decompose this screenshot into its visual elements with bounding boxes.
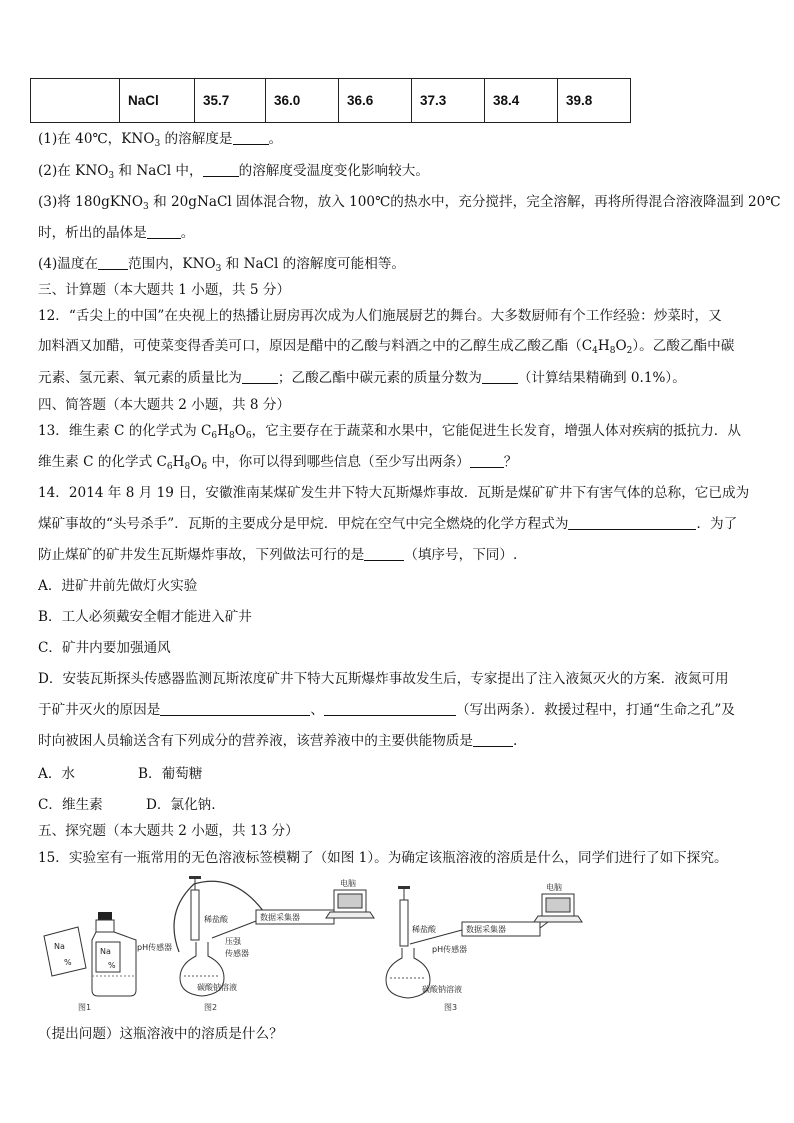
figure-3-caption: 图3: [444, 1003, 458, 1012]
option-d: D．氯化钠.: [146, 797, 216, 813]
answer-blank[interactable]: [160, 702, 310, 716]
q14-option-d: D．安装瓦斯探头传感器监测瓦斯浓度矿井下特大瓦斯爆炸事故发生后，专家提出了注入液氮灭火的方案．液氮可用: [38, 671, 729, 687]
q11-part2: (2)在 $KNO_3$ 和 NaCl 中， 的溶解度受温度变化影响较大。: [38, 163, 429, 181]
q14-line2: 煤矿事故的“头号杀手”．瓦斯的主要成分是甲烷．甲烷在空气中完全燃烧的化学方程式为 ．为了: [38, 516, 738, 532]
answer-blank[interactable]: [482, 370, 518, 384]
answer-blank[interactable]: [473, 733, 513, 747]
figure-3-apparatus: [386, 882, 582, 1012]
table-cell-empty: [31, 79, 120, 123]
q11-part1: (1)在 40℃，$KNO_3$ 的溶解度是 。: [38, 131, 283, 149]
q14-options-row1: [38, 765, 764, 783]
section-heading-calc: 三、计算题（本大题共 1 小题，共 5 分）: [38, 282, 291, 298]
experiment-figures: [34, 872, 754, 1017]
answer-blank[interactable]: [203, 163, 239, 177]
q12-line2: 加料酒又加醋，可使菜变得香美可口，原因是醋中的乙酸与料酒之中的乙醇生成乙酸乙酯$(C_4H_8O_2)$。乙酸乙酯中碳: [38, 338, 735, 356]
label-na: Na: [54, 942, 65, 951]
table-cell: 38.4: [485, 79, 558, 123]
q12-line1: 12．“舌尖上的中国”在央视上的热播让厨房再次成为人们施展厨艺的舞台。大多数厨师有个工作经验：炒菜时，又: [38, 308, 722, 324]
q14-line4: 于矿井灭火的原因是 、 （写出两条）．救援过程中，打通“生命之孔”及: [38, 702, 735, 718]
ph-sensor-label-fig3: pH传感器: [432, 945, 468, 954]
option-a: A．水: [38, 766, 76, 782]
q14-options-row2: [38, 796, 764, 814]
bottle-label-percent: %: [108, 961, 116, 970]
answer-blank[interactable]: [242, 370, 278, 384]
table-row-label: NaCl: [120, 79, 195, 123]
na2co3-label-fig2: 碳酸钠溶液: [197, 983, 237, 992]
q14-option-b: B．工人必须戴安全帽才能进入矿井: [38, 609, 252, 625]
solubility-table: [30, 78, 631, 123]
table-cell: 39.8: [558, 79, 631, 123]
section-heading-explore: 五、探究题（本大题共 2 小题，共 13 分）: [38, 823, 299, 839]
q11-part3-line2: 时，析出的晶体是 。: [38, 225, 195, 241]
q14-option-c: C．矿井内要加强通风: [38, 640, 171, 656]
hcl-label-fig3: 稀盐酸: [412, 925, 436, 934]
table-cell: 36.6: [339, 79, 412, 123]
figure-1-reagent-bottle: [44, 912, 136, 1012]
ph-sensor-label: pH传感器: [137, 943, 173, 952]
option-c: C．维生素: [38, 797, 103, 813]
q12-line3: 元素、氢元素、氧元素的质量比为 ；乙酸乙酯中碳元素的质量分数为 （计算结果精确到 0.1%）。: [38, 370, 686, 386]
table-cell: 37.3: [412, 79, 485, 123]
table-row: [31, 79, 631, 123]
answer-blank[interactable]: [98, 256, 128, 270]
table-cell: 36.0: [266, 79, 339, 123]
bottle-label-na: Na: [100, 947, 111, 956]
table-cell: 35.7: [195, 79, 266, 123]
figure-2-caption: 图2: [204, 1003, 218, 1012]
q14-line5: 时向被困人员输送含有下列成分的营养液，该营养液中的主要供能物质是 .: [38, 733, 518, 749]
label-percent: %: [64, 958, 72, 967]
q13-line2: 维生素 C 的化学式 $C_6H_8O_6$ 中，你可以得到哪些信息（至少写出两条） ？: [38, 454, 518, 472]
section-heading-short: 四、简答题（本大题共 2 小题，共 8 分）: [38, 397, 291, 413]
data-collector-label: 数据采集器: [260, 913, 300, 922]
answer-blank[interactable]: [470, 454, 504, 468]
q14-option-a: A．进矿井前先做灯火实验: [38, 578, 198, 594]
q11-part4: (4)温度在 范围内，$KNO_3$ 和 NaCl 的溶解度可能相等。: [38, 256, 406, 274]
figure-1-caption: 图1: [78, 1003, 92, 1012]
q15-question: （提出问题）这瓶溶液中的溶质是什么？: [38, 1026, 283, 1042]
option-b: B．葡萄糖: [138, 766, 203, 782]
q15-line1: 15．实验室有一瓶常用的无色溶液标签模糊了（如图 1）。为确定该瓶溶液的溶质是什么，同学们进行了如下探究。: [38, 850, 728, 866]
answer-blank[interactable]: [324, 702, 456, 716]
na2co3-label-fig3: 碳酸钠溶液: [422, 985, 462, 994]
computer-label: 电脑: [340, 879, 356, 888]
q11-part3-line1: (3)将 180gKNO$_3$ 和 20gNaCl 固体混合物，放入 100℃的热水中，充分搅拌，完全溶解，再将所得混合溶液降温到 20℃: [38, 194, 781, 212]
answer-blank[interactable]: [364, 547, 404, 561]
hcl-label: 稀盐酸: [204, 915, 228, 924]
q14-line3: 防止煤矿的矿井发生瓦斯爆炸事故，下列做法可行的是 （填序号，下同）.: [38, 547, 518, 563]
pressure-sensor-label-1: 压强: [225, 937, 241, 946]
answer-blank[interactable]: [233, 131, 269, 145]
computer-label-fig3: 电脑: [546, 883, 562, 892]
pressure-sensor-label-2: 传感器: [225, 949, 249, 958]
q13-line1: 13．维生素 C 的化学式为 $C_6H_8O_6$，它主要存在于蔬菜和水果中，它能促进生长发育，增强人体对疾病的抵抗力．从: [38, 423, 741, 441]
answer-blank[interactable]: [147, 225, 181, 239]
data-collector-label-fig3: 数据采集器: [466, 925, 506, 934]
q14-line1: 14．2014 年 8 月 19 日，安徽淮南某煤矿发生井下特大瓦斯爆炸事故．瓦斯是煤矿矿井下有害气体的总称，它已成为: [38, 485, 750, 501]
answer-blank[interactable]: [568, 516, 696, 530]
figure-2-apparatus: [137, 876, 374, 1012]
